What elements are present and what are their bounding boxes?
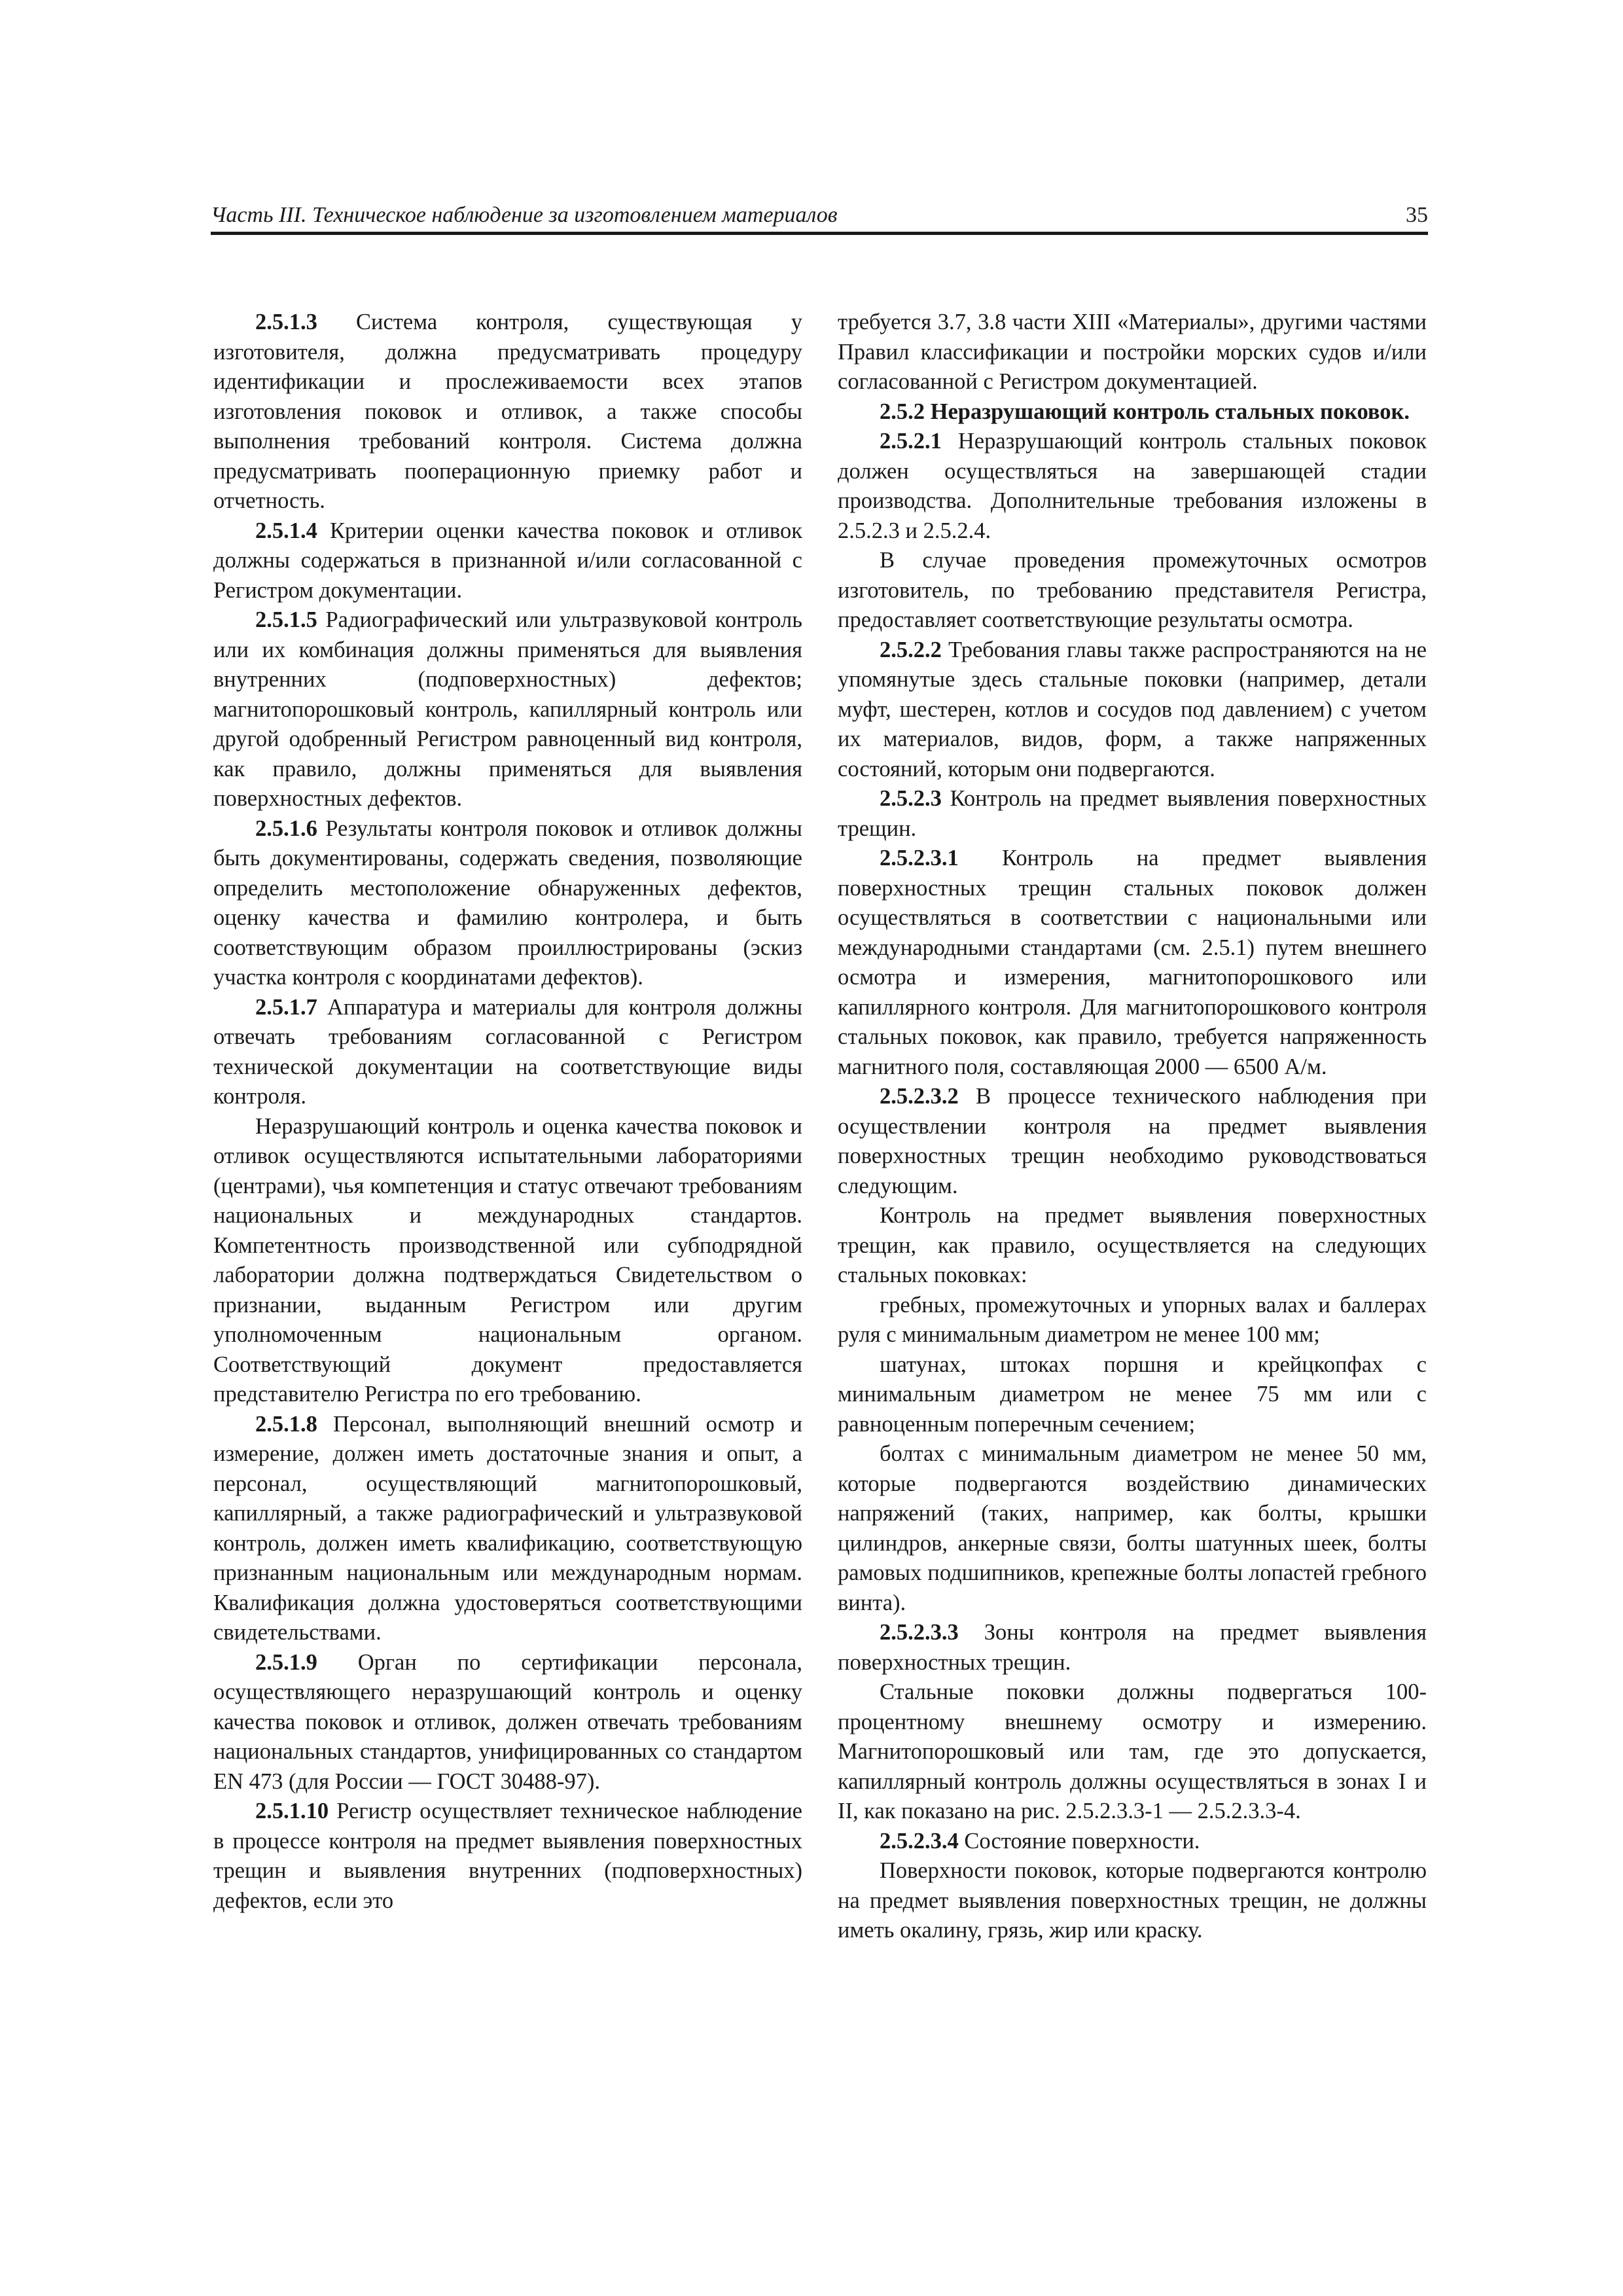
right-column bbox=[838, 308, 1427, 1946]
clause-number: 2.5.2.3.1 bbox=[880, 846, 959, 870]
paragraph bbox=[838, 784, 1427, 844]
paragraph-text: Радиографический или ультразвуковой контроль или их комбинация должны применяться для выявления внутренних (подповерхностных) дефектов; магнитопорошковый контроль, капиллярный контроль или другой одобренный Регистром равноценный вид контроля, как правило, должны применяться для выявления поверхностных дефектов. bbox=[213, 607, 802, 811]
paragraph bbox=[213, 1410, 802, 1648]
clause-number: 2.5.2.3.3 bbox=[880, 1620, 959, 1645]
paragraph bbox=[838, 1618, 1427, 1677]
clause-number: 2.5.1.7 bbox=[255, 994, 317, 1020]
paragraph-text: Контроль на предмет выявления поверхностных трещин. bbox=[838, 786, 1427, 841]
paragraph bbox=[838, 397, 1427, 427]
paragraph-text: Аппаратура и материалы для контроля должны отвечать требованиям согласованной с Регистром технической документации на соответствующие виды контроля. bbox=[213, 994, 802, 1109]
clause-number: 2.5.2.3.4 bbox=[880, 1828, 959, 1854]
paragraph bbox=[213, 993, 802, 1112]
paragraph-text: гребных, промежуточных и упорных валах и баллерах руля с минимальным диаметром не менее 100 мм; bbox=[838, 1292, 1427, 1347]
paragraph-text: Контроль на предмет выявления поверхностных трещин стальных поковок должен осуществляться в соответствии с национальными или международными стандартами (см. 2.5.1) путем внешнего осмотра и измерения, магнитопорошкового или капиллярного контроля. Для магнитопорошкового контроля стальных поковок, как правило, требуется напряженность магнитного поля, составляющая 2000 — 6500 А/м. bbox=[838, 846, 1427, 1079]
paragraph bbox=[213, 1112, 802, 1410]
clause-number: 2.5.1.3 bbox=[255, 310, 317, 334]
paragraph bbox=[838, 1350, 1427, 1440]
paragraph-text: Результаты контроля поковок и отливок должны быть документированы, содержать сведения, позволяющие определить местоположение обнаруженных дефектов, оценку качества и фамилию контролера, и быть соответствующим образом проиллюстрированы (эскиз участка контроля с координатами дефектов). bbox=[213, 816, 802, 990]
paragraph-text: В случае проведения промежуточных осмотров изготовитель, по требованию представителя Регистра, предоставляет соответствующие результаты осмотра. bbox=[838, 548, 1427, 632]
paragraph-text: В процессе технического наблюдения при осуществлении контроля на предмет выявления поверхностных трещин необходимо руководствоваться следующим. bbox=[838, 1084, 1427, 1198]
paragraph-text: Неразрушающий контроль стальных поковок должен осуществляться на завершающей стадии производства. Дополнительные требования изложены в 2.5.2.3 и 2.5.2.4. bbox=[838, 429, 1427, 543]
paragraph-text: Орган по сертификации персонала, осуществляющего неразрушающий контроль и оценку качества поковок и отливок, должен отвечать требованиям национальных стандартов, унифицированных со стандартом EN 473 (для России — ГОСТ 30488-97). bbox=[213, 1649, 802, 1794]
running-title: Часть III. Техническое наблюдение за изготовлением материалов bbox=[211, 203, 838, 227]
paragraph bbox=[838, 1291, 1427, 1350]
left-column bbox=[213, 308, 802, 1916]
clause-number: 2.5.1.5 bbox=[255, 607, 317, 632]
paragraph bbox=[838, 844, 1427, 1082]
clause-number: 2.5.1.4 bbox=[255, 518, 317, 543]
paragraph-text: Неразрушающий контроль и оценка качества поковок и отливок осуществляются испытательными лабораториями (центрами), чья компетенция и статус отвечают требованиям национальных и международных стандартов. Компетентность производственной или субподрядной лаборатории должна подтверждаться Свидетельством о признании, выданным Регистром или другим уполномоченным национальным органом. Соответствующий документ предоставляется представителю Регистра по его требованию. bbox=[213, 1113, 802, 1407]
paragraph bbox=[838, 1082, 1427, 1201]
clause-number: 2.5.2.1 bbox=[880, 429, 942, 454]
paragraph bbox=[213, 1797, 802, 1916]
page-number: 35 bbox=[1406, 203, 1428, 227]
paragraph bbox=[838, 1856, 1427, 1946]
paragraph bbox=[838, 1827, 1427, 1857]
clause-number: 2.5.1.8 bbox=[255, 1411, 317, 1437]
clause-number: 2.5.2 Неразрушающий контроль стальных поковок. bbox=[880, 399, 1410, 424]
paragraph bbox=[213, 516, 802, 606]
paragraph bbox=[838, 427, 1427, 546]
page-header bbox=[211, 200, 1428, 235]
paragraph-text: Контроль на предмет выявления поверхностных трещин, как правило, осуществляется на следующих стальных поковках: bbox=[838, 1203, 1427, 1287]
clause-number: 2.5.2.3 bbox=[880, 786, 942, 811]
paragraph-text: Поверхности поковок, которые подвергаются контролю на предмет выявления поверхностных трещин, не должны иметь окалину, грязь, жир или краску. bbox=[838, 1858, 1427, 1943]
paragraph bbox=[838, 546, 1427, 636]
paragraph-text: Критерии оценки качества поковок и отливок должны содержаться в признанной и/или согласованной с Регистром документации. bbox=[213, 518, 802, 603]
paragraph-text: Система контроля, существующая у изготовителя, должна предусматривать процедуру идентификации и прослеживаемости всех этапов изготовления поковок и отливок, а также способы выполнения требований контроля. Система должна предусматривать пооперационную приемку работ и отчетность. bbox=[213, 310, 802, 513]
clause-number: 2.5.1.10 bbox=[255, 1799, 329, 1823]
clause-number: 2.5.1.9 bbox=[255, 1649, 317, 1675]
clause-number: 2.5.2.3.2 bbox=[880, 1084, 959, 1109]
paragraph bbox=[213, 308, 802, 516]
paragraph-text: Стальные поковки должны подвергаться 100-процентному внешнему осмотру и измерению. Магнитопорошковый или там, где это допускается, капиллярный контроль должны осуществляться в зонах I и II, как показано на рис. 2.5.2.3.3-1 — 2.5.2.3.3-4. bbox=[838, 1679, 1427, 1823]
paragraph bbox=[838, 308, 1427, 397]
clause-number: 2.5.2.2 bbox=[880, 637, 942, 662]
paragraph bbox=[213, 1648, 802, 1797]
paragraph bbox=[213, 605, 802, 814]
paragraph bbox=[213, 814, 802, 993]
paragraph-text: шатунах, штоках поршня и крейцкопфах с минимальным диаметром не менее 75 мм или с равноценным поперечным сечением; bbox=[838, 1352, 1427, 1437]
paragraph-text: Персонал, выполняющий внешний осмотр и измерение, должен иметь достаточные знания и опыт, а персонал, осуществляющий магнитопорошковый, капиллярный, а также радиографический и ультразвуковой контроль, должен иметь квалификацию, соответствующую признанным национальным или международным нормам. Квалификация должна удостоверяться соответствующими свидетельствами. bbox=[213, 1411, 802, 1645]
paragraph bbox=[838, 1439, 1427, 1618]
paragraph-text: Состояние поверхности. bbox=[958, 1828, 1200, 1854]
paragraph-text: болтах с минимальным диаметром не менее 50 мм, которые подвергаются воздействию динамических напряжений (таких, например, как болты, крышки цилиндров, анкерные связи, болты шатунных шеек, болты рамовых подшипников, крепежные болты лопастей гребного винта). bbox=[838, 1441, 1427, 1615]
paragraph bbox=[838, 636, 1427, 785]
paragraph-text: Регистр осуществляет техническое наблюдение в процессе контроля на предмет выявления поверхностных трещин и выявления внутренних (подповерхностных) дефектов, если это bbox=[213, 1799, 802, 1913]
paragraph-text: требуется 3.7, 3.8 части XIII «Материалы», другими частями Правил классификации и постройки морских судов и/или согласованной с Регистром документацией. bbox=[838, 310, 1427, 394]
paragraph bbox=[838, 1677, 1427, 1827]
clause-number: 2.5.1.6 bbox=[255, 816, 317, 841]
paragraph-text: Зоны контроля на предмет выявления поверхностных трещин. bbox=[838, 1620, 1427, 1675]
paragraph bbox=[838, 1201, 1427, 1291]
paragraph-text: Требования главы также распространяются на не упомянутые здесь стальные поковки (например, детали муфт, шестерен, котлов и сосудов под давлением) с учетом их материалов, видов, форм, а также напряженных состояний, которым они подвергаются. bbox=[838, 637, 1427, 781]
